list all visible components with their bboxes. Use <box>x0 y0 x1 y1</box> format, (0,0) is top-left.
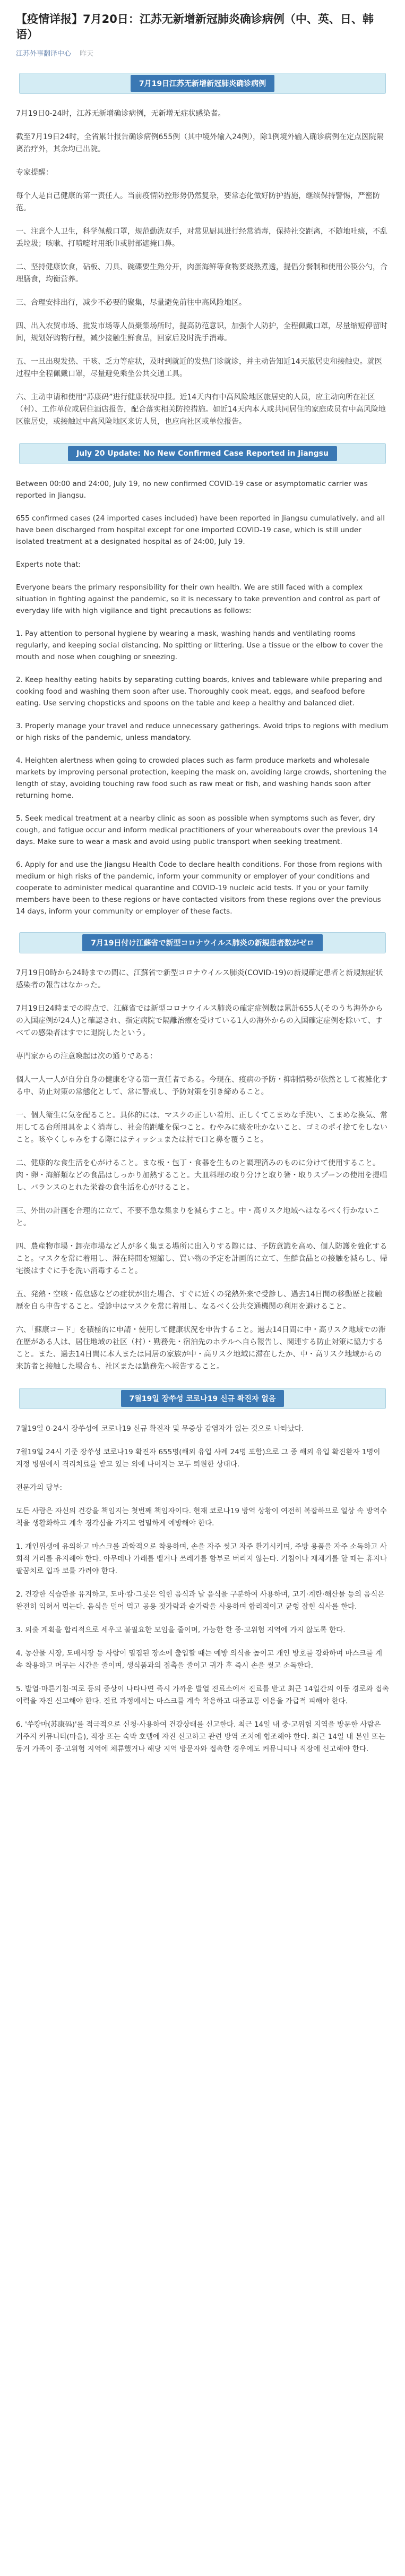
article-source-link[interactable]: 江苏外事翻译中心 <box>16 50 72 58</box>
paragraph: 一、注意个人卫生，科学佩戴口罩，规范勤洗双手，对常见厨具进行经常消毒，保持社交距离，不随地吐痰，不乱丢垃圾；咳嗽、打喷嚏时用纸巾或肘部遮掩口鼻。 <box>16 227 387 248</box>
paragraph: 1. Pay attention to personal hygiene by wearing a mask, washing hands and ventilating rooms regularly, and keeping social distancing. No spitting or littering. Use a tissue or the elbow to cover the mouth and nose when coughing or sneezing. <box>16 629 383 661</box>
paragraph: 7月19日0時から24時までの間に、江蘇省で新型コロナウイルス肺炎(COVID-19)の新規確定患者と新規無症状感染者の報告はなかった。 <box>16 969 383 990</box>
paragraph: 三、外出の計画を合理的に立て、不要不急な集まりを減らすこと。中・高リスク地域へはなるべく行かないこと。 <box>16 1207 380 1227</box>
paragraph: 7月19日0-24时，江苏无新增确诊病例，无新增无症状感染者。 <box>16 109 226 118</box>
paragraph: 6. '쑤캉마(苏康码)'를 적극적으로 신청·사용하여 건강상태를 신고한다. 최근 14일 내 중·고위험 지역을 방문한 사람은 거주지 커뮤니티(마을), 직장 또는 숙박 호텔에 자진 신고하고 관련 방역 조치에 협조해야 한다. 최근 14일 내 본인 또는 동거 가족이 중·고위험 지역에 체류했거나 해당 지역 방문자와 접촉한 경우에도 커뮤니티나 직장에 신고해야 한다. <box>16 1720 386 1753</box>
paragraph: 每个人是自己健康的第一责任人。当前疫情防控形势仍然复杂，要常态化做好防护措施，继续保持警惕，严密防范。 <box>16 192 380 212</box>
paragraph: 5. Seek medical treatment at a nearby clinic as soon as possible when symptoms such as fever, dry cough, and fatigue occur and inform medical practitioners of your whereabouts over the previous 14 days. Make sure to wear a mask and avoid using public transport when seeking treatment. <box>16 814 378 846</box>
article-date: 昨天 <box>80 50 94 58</box>
section-banner <box>19 73 386 94</box>
paragraph: 個人一人一人が自分自身の健康を守る第一責任者である。今現在、疫病の予防・抑制情勢が依然として複雑化する中、防止対策の常態化として、常に警戒し、予防対策を引き締めること。 <box>16 1076 387 1096</box>
paragraph: Everyone bears the primary responsibility for their own health. We are still faced with a complex situation in fighting against the pandemic, so it is necessary to take prevention and control as part of everyday life with high vigilance and tight precautions as follows: <box>16 583 381 615</box>
section-banner-text: 7月19日付け江蘇省で新型コロナウイルス肺炎の新規患者数がゼロ <box>82 934 322 951</box>
paragraph: 전문가의 당부: <box>16 1483 63 1492</box>
section-banner-text: 7월19일 장쑤성 코로나19 신규 확진자 없음 <box>121 1390 285 1407</box>
paragraph: 4. Heighten alertness when going to crowded places such as farm produce markets and wholesale markets by improving personal protection, keeping the mask on, avoiding large crowds, shortening the length of stay, avoiding touching raw food such as raw meat or fish, and washing hands soon after returning home. <box>16 756 387 800</box>
paragraph: 7月19日24時までの時点で、江蘇省では新型コロナウイルス肺炎の確定症例数は累計655人(そのうち海外からの入国症例が24人)と確認され、指定病院で隔離治療を受けている1人の海外からの入国確定症例を除いて、すべての感染者はすでに退院したという。 <box>16 1004 383 1037</box>
paragraph: 四、出入农贸市场、批发市场等人员聚集场所时，提高防范意识，加强个人防护，全程佩戴口罩，尽量缩短停留时间，规划好购物行程，减少接触生鲜食品，回家后及时洗手消毒。 <box>16 322 387 343</box>
paragraph: 三、合理安排出行，减少不必要的聚集，尽量避免前往中高风险地区。 <box>16 298 246 307</box>
paragraph: 一、個人衛生に気を配ること。具体的には、マスクの正しい着用、正しくてこまめな手洗い、こまめな換気、常用してる台所用具をよく消毒し、社会的距離を保つこと。むやみに痰を吐かないこと、ゴミのポイ捨てをしないこと。咳やくしゃみをする際にはティッシュまたは肘で口と鼻を覆うこと。 <box>16 1111 387 1144</box>
paragraph: 3. 외출 계획을 합리적으로 세우고 불필요한 모임을 줄이며, 가능한 한 중·고위험 지역에 가지 않도록 한다. <box>16 1626 346 1634</box>
section-banner-text: July 20 Update: No New Confirmed Case Reported in Jiangsu <box>68 446 337 461</box>
paragraph: Experts note that: <box>16 560 81 569</box>
article-meta <box>16 48 389 58</box>
paragraph: 专家提醒： <box>16 168 53 177</box>
article-title: 【疫情详报】7月20日：江苏无新增新冠肺炎确诊病例（中、英、日、韩语） <box>16 13 374 41</box>
paragraph: 2. Keep healthy eating habits by separating cutting boards, knives and tableware while preparing and cooking food and washing them soon after use. Thoroughly cook meat, eggs, and seafood before eating. Use serving chopsticks and spoons on the table and keep a healthy and balanced diet. <box>16 676 382 707</box>
paragraph: 7월19일 0-24시 장쑤성에 코로나19 신규 확진자 및 무증상 감염자가 없는 것으로 나타났다. <box>16 1425 304 1433</box>
paragraph: 2. 건강한 식습관을 유지하고, 도마·칼·그릇은 익힌 음식과 날 음식을 구분하여 사용하며, 고기·계란·해산물 등의 음식은 완전히 익혀서 먹는다. 음식을 덜어 먹고 공용 젓가락과 숟가락을 사용하며 합리적이고 균형 잡힌 식사를 한다. <box>16 1590 385 1611</box>
paragraph: 二、坚持健康饮食，砧板、刀具、碗碟要生熟分开，肉蛋海鲜等食物要烧熟煮透，提倡分餐制和使用公筷公勺，合理膳食，均衡营养。 <box>16 263 387 284</box>
section-korean <box>16 1388 389 1755</box>
paragraph: 二、健康的な食生活を心がけること。まな板・包丁・食器を生ものと調理済みのものに分けて使用すること。肉・卵・海鮮類などの食品はしっかり加熱すること。大皿料理の取り分けと取り箸・取りスプーンの使用を提唱し、バランスのとれた栄養の食生活を心がけること。 <box>16 1159 387 1192</box>
paragraph: 7월19일 24시 기준 장쑤성 코로나19 확진자 655명(해외 유입 사례 24명 포함)으로 그 중 해외 유입 확진환자 1명이 지정 병원에서 격리치료를 받고 있는 외에 나머지는 모두 퇴원한 상태다. <box>16 1448 381 1469</box>
paragraph: 六、主动申请和使用“苏康码”进行健康状况申报。近14天内有中高风险地区旅居史的人员，应主动向所在社区（村）、工作单位或居住酒店报告，配合落实相关防控措施。如近14天内本人或共同居住的家庭成员有中高风险地区旅居史，或接触过中高风险地区来访人员，也应向社区或单位报告。 <box>16 393 386 426</box>
section-banner-text: 7月19日江苏无新增新冠肺炎确诊病例 <box>131 75 274 92</box>
section-banner <box>19 443 386 464</box>
section-banner <box>19 932 386 953</box>
paragraph: 截至7月19日24时，全省累计报告确诊病例655例（其中境外输入24例），除1例境外输入确诊病例在定点医院隔离治疗外，其余均已出院。 <box>16 133 384 153</box>
paragraph: 5. 발열·마른기침·피로 등의 증상이 나타나면 즉시 가까운 발열 진료소에서 진료를 받고 최근 14일간의 이동 경로와 접촉 이력을 자진 신고해야 한다. 진료 과정에서는 마스크를 계속 착용하고 대중교통 이용을 가급적 피해야 한다. <box>16 1685 389 1705</box>
paragraph: 五、発熱・空咳・倦怠感などの症状が出た場合、すぐに近くの発熱外来で受診し、過去14日間の移動歴と接触歴を自ら申告すること。受診中はマスクを常に着用し、なるべく公共交通機関の利用を避けること。 <box>16 1290 382 1311</box>
section-banner <box>19 1388 386 1409</box>
paragraph: 五、一旦出现发热、干咳、乏力等症状，及时到就近的发热门诊就诊，并主动告知近14天旅居史和接触史。就医过程中全程佩戴口罩，尽量避免乘坐公共交通工具。 <box>16 357 382 378</box>
paragraph: 4. 농산물 시장, 도매시장 등 사람이 밀집된 장소에 출입할 때는 예방 의식을 높이고 개인 방호를 강화하며 마스크를 계속 착용하고 머무는 시간을 줄이며, 생식품과의 접촉을 줄이고 귀가 후 즉시 손을 씻고 소독한다. <box>16 1649 383 1670</box>
paragraph: Between 00:00 and 24:00, July 19, no new confirmed COVID-19 case or asymptomatic carrier was reported in Jiangsu. <box>16 480 368 500</box>
section-chinese <box>16 73 389 428</box>
paragraph: 四、農産物市場・卸売市場など人が多く集まる場所に出入りする際には、予防意識を高め、個人防護を強化すること。マスクを常に着用し、滞在時間を短縮し、買い物の予定を計画的に立て、生鮮食品との接触を減らし、帰宅後はすぐに手を洗い消毒すること。 <box>16 1242 387 1275</box>
paragraph: 655 confirmed cases (24 imported cases included) have been reported in Jiangsu cumulatively, and all have been discharged from hospital except for one imported COVID-19 case, which is still under isolated treatment at a designated hospital as of 24:00, July 19. <box>16 514 385 546</box>
paragraph: 6. Apply for and use the Jiangsu Health Code to declare health conditions. For those from regions with medium or high risks of the pandemic, inform your community or employer of your conditions and cooperate to administer medical quarantine and COVID-19 nucleic acid tests. If you or your family members have been to these regions or have contacted visitors from these regions over the previous 14 days, inform your community or employer of these facts. <box>16 860 382 916</box>
paragraph: 1. 개인위생에 유의하고 마스크를 과학적으로 착용하며, 손을 자주 씻고 자주 환기시키며, 주방 용품을 자주 소독하고 사회적 거리를 유지해야 한다. 아무데나 가래를 뱉거나 쓰레기를 함부로 버리지 않는다. 기침이나 재채기를 할 때는 휴지나 팔꿈치로 입과 코를 가려야 한다. <box>16 1542 387 1575</box>
paragraph: 専門家からの注意喚起は次の通りである： <box>16 1052 157 1061</box>
paragraph: 六、「蘇康コード」を積極的に申請・使用して健康状況を申告すること。過去14日間に中・高リスク地域での滞在歴がある人は、居住地域の社区（村）・勤務先・宿泊先のホテルへ自ら報告し、関連する防止対策に協力すること。また、過去14日間に本人または同居の家族が中・高リスク地域に滞在したか、中・高リスク地域からの来訪者と接触した場合も、社区または勤務先へ報告すること。 <box>16 1326 386 1371</box>
section-english <box>16 443 389 917</box>
section-japanese <box>16 932 389 1373</box>
paragraph: 모든 사람은 자신의 건강을 책임지는 첫번째 책임자이다. 현재 코로나19 방역 상황이 여전히 복잡하므로 일상 속 방역수칙을 생활화하고 계속 경각심을 가지고 엄밀하게 예방해야 한다. <box>16 1507 387 1528</box>
paragraph: 3. Properly manage your travel and reduce unnecessary gatherings. Avoid trips to regions with medium or high risks of the pandemic, unless mandatory. <box>16 722 389 742</box>
